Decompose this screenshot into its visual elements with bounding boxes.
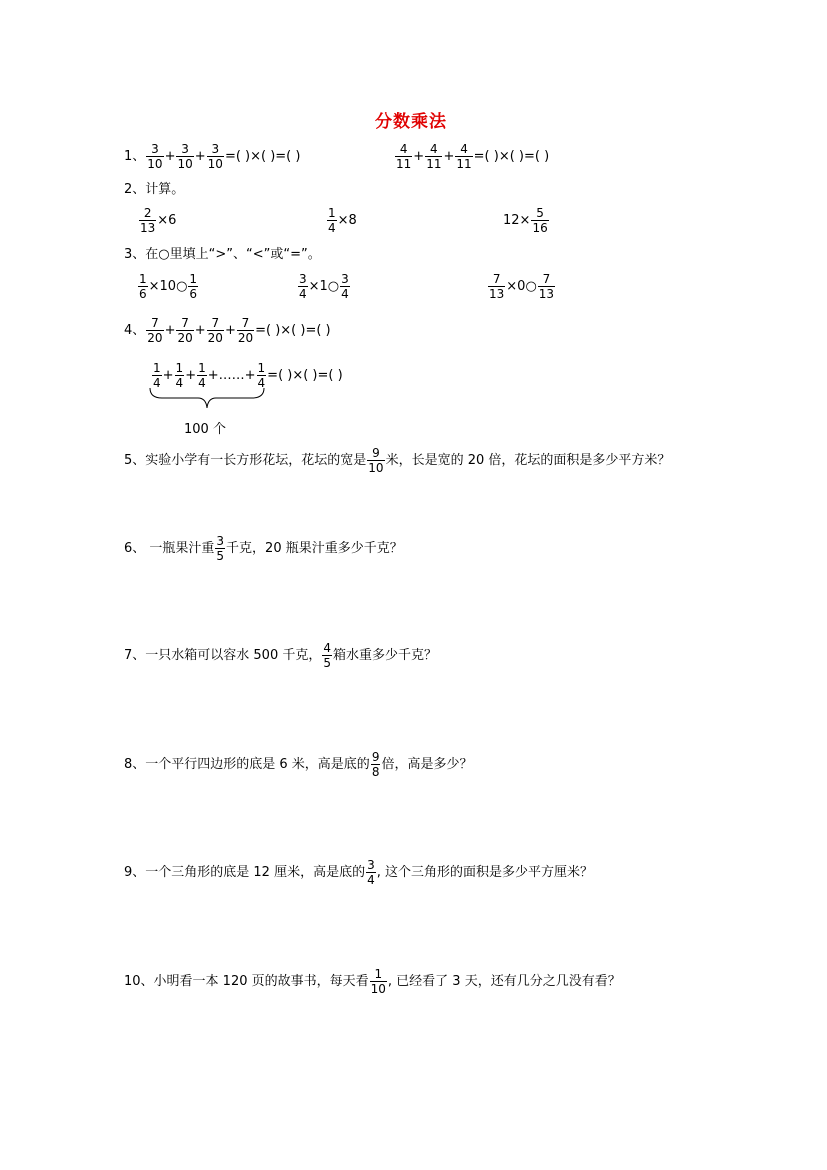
fraction: $\frac{9}{10}$: [368, 446, 384, 475]
q2-expression-3: 12× $\frac{5}{16}$: [503, 206, 548, 235]
fraction: $\frac{4}{11}$: [456, 142, 472, 171]
brace-count-label: 100 个: [184, 422, 226, 437]
question-1: 1、 $\frac{3}{10}$ + $\frac{3}{10}$ + $\frac{3}{10}$ =( )×( )=( ): [124, 142, 301, 171]
fraction: $\frac{7}{13}$: [489, 272, 505, 301]
fraction: $\frac{1}{4}$: [198, 361, 206, 390]
fraction: $\frac{7}{20}$: [177, 316, 193, 345]
fraction: $\frac{3}{5}$: [216, 534, 225, 563]
fraction: $\frac{2}{13}$: [140, 206, 156, 235]
answer-blanks: =( )×( )=( ): [473, 148, 550, 164]
question-9: 9、一个三角形的底是 12 厘米，高是底的 $\frac{3}{4}$ , 这个三角形的面积是多少平方厘米？: [124, 858, 593, 887]
fraction: $\frac{1}{4}$: [257, 361, 266, 390]
fraction: $\frac{3}{4}$: [367, 858, 375, 887]
page-title: 分数乘法: [375, 112, 447, 132]
curly-brace-icon: [148, 386, 266, 414]
question-4-line-2: $\frac{1}{4}$ + $\frac{1}{4}$ + $\frac{1}{4}$ +……+ $\frac{1}{4}$ =( )×( )=( ): [153, 361, 343, 390]
q2-expression-2: $\frac{1}{4}$ ×8: [328, 206, 357, 235]
fraction: $\frac{4}{11}$: [396, 142, 412, 171]
question-8: 8、一个平行四边形的底是 6 米，高是底的 $\frac{9}{8}$ 倍，高是多少？: [124, 750, 473, 779]
fraction: $\frac{1}{10}$: [370, 967, 386, 996]
fraction: $\frac{1}{4}$: [153, 361, 161, 390]
answer-blanks: =( )×( )=( ): [267, 367, 343, 383]
question-1-part-b: $\frac{4}{11}$ + $\frac{4}{11}$ + $\frac{4}{11}$ =( )×( )=( ): [396, 142, 550, 171]
answer-blanks: =( )×( )=( ): [255, 322, 331, 338]
fraction: $\frac{3}{10}$: [147, 142, 163, 171]
q3-comparison-3: $\frac{7}{13}$ ×0○ $\frac{7}{13}$: [489, 272, 555, 301]
question-7: 7、一只水箱可以容水 500 千克， $\frac{4}{5}$ 箱水重多少千克？: [124, 641, 438, 670]
fraction: $\frac{7}{13}$: [538, 272, 555, 301]
question-5: 5、实验小学有一长方形花坛，花坛的宽是 $\frac{9}{10}$ 米，长是宽的 20 倍，花坛的面积是多少平方米？: [124, 446, 671, 475]
fraction: $\frac{3}{4}$: [341, 272, 349, 301]
q3-comparison-2: $\frac{3}{4}$ ×1○ $\frac{3}{4}$: [299, 272, 349, 301]
question-6: 6、 一瓶果汁重 $\frac{3}{5}$ 千克，20 瓶果汁重多少千克？: [124, 534, 403, 563]
question-2-label: 2、计算。: [124, 182, 185, 197]
fraction: $\frac{4}{5}$: [323, 641, 331, 670]
question-number: 4、: [124, 322, 146, 338]
q3-comparison-1: $\frac{1}{6}$ ×10○ $\frac{1}{6}$: [139, 272, 198, 301]
question-3-label: 3、在○里填上“>”、“<”或“=”。: [124, 247, 321, 262]
fraction: $\frac{1}{4}$: [175, 361, 184, 390]
fraction: $\frac{4}{11}$: [426, 142, 442, 171]
fraction: $\frac{7}{20}$: [207, 316, 223, 345]
fraction: $\frac{7}{20}$: [147, 316, 163, 345]
fraction: $\frac{3}{10}$: [207, 142, 223, 171]
question-4-line-1: 4、 $\frac{7}{20}$ + $\frac{7}{20}$ + $\frac{7}{20}$ + $\frac{7}{20}$ =( )×( )=( ): [124, 316, 331, 345]
q2-expression-1: $\frac{2}{13}$ ×6: [140, 206, 177, 235]
fraction: $\frac{1}{6}$: [189, 272, 198, 301]
fraction: $\frac{5}{16}$: [532, 206, 548, 235]
answer-blanks: =( )×( )=( ): [224, 148, 301, 164]
question-number: 1、: [124, 148, 146, 164]
fraction: $\frac{3}{4}$: [299, 272, 307, 301]
fraction: $\frac{1}{6}$: [139, 272, 147, 301]
fraction: $\frac{3}{10}$: [177, 142, 193, 171]
question-10: 10、小明看一本 120 页的故事书，每天看 $\frac{1}{10}$ , 已经看了 3 天，还有几分之几没有看？: [124, 967, 621, 996]
fraction: $\frac{7}{20}$: [237, 316, 254, 345]
fraction: $\frac{9}{8}$: [371, 750, 380, 779]
fraction: $\frac{1}{4}$: [328, 206, 336, 235]
